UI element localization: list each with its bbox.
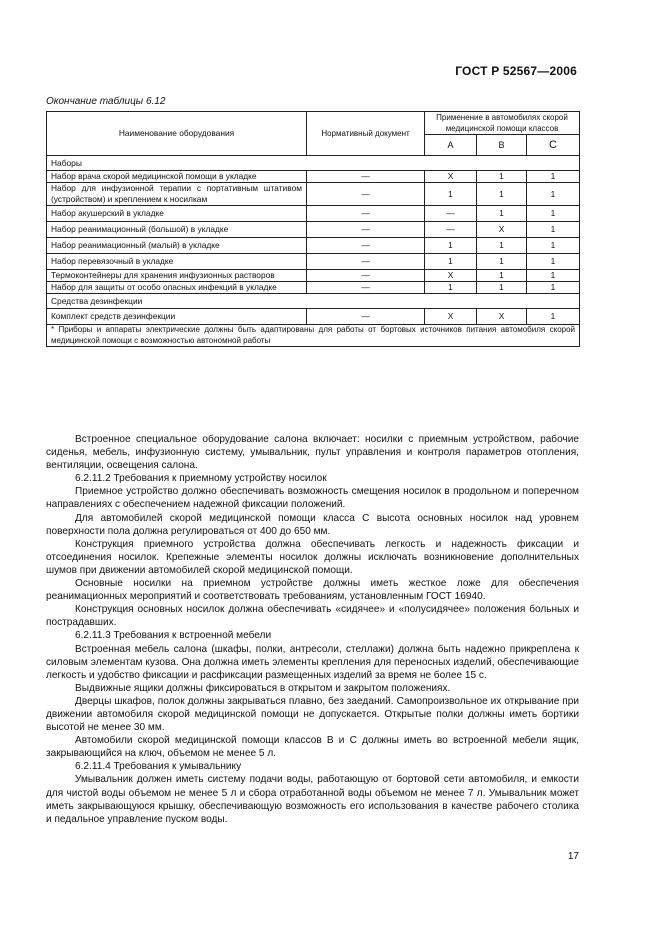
column-header-class-c: С bbox=[527, 135, 580, 156]
class-c-value: 1 bbox=[527, 206, 580, 222]
class-a-value: 1 bbox=[425, 183, 477, 206]
clause-heading: 6.2.11.2 Требования к приемному устройству носилок bbox=[75, 473, 327, 485]
paragraph: Конструкция основных носилок должна обеспечивать «сидячее» и «полусидячее» положения больных и пострадавших. bbox=[46, 604, 579, 629]
normative-doc: — bbox=[307, 238, 425, 254]
class-a-value: Х bbox=[425, 309, 477, 325]
class-b-value: Х bbox=[477, 222, 527, 238]
equipment-name: Набор для инфузионной терапии с портативным штативом (устройством) и креплением к носилкам bbox=[47, 183, 307, 206]
class-b-value: 1 bbox=[477, 238, 527, 254]
paragraph: Приемное устройство должно обеспечивать возможность смещения носилок в продольном и поперечном направлениях с обеспечением надежной фиксации положений. bbox=[46, 486, 579, 511]
paragraph: Дверцы шкафов, полок должны закрываться плавно, без заеданий. Самопроизвольное их открывание при движении автомобиля скорой медицинской помощи не допускается. Открытые полки должны иметь бортики высотой не менее 30 мм. bbox=[46, 695, 579, 734]
paragraph: Основные носилки на приемном устройстве должны иметь жесткое ложе для обеспечения реанимационных мероприятий и соответствовать требованиям, установленным ГОСТ 16940. bbox=[46, 578, 579, 603]
table-row bbox=[47, 270, 580, 282]
normative-doc: — bbox=[307, 254, 425, 270]
body-text bbox=[46, 433, 579, 826]
standard-header: ГОСТ Р 52567—2006 bbox=[455, 64, 577, 78]
table-row bbox=[47, 183, 580, 206]
equipment-name: Набор реанимационный (большой) в укладке bbox=[47, 222, 307, 238]
normative-doc: — bbox=[307, 183, 425, 206]
paragraph: Для автомобилей скорой медицинской помощи класса С высота основных носилок над уровнем поверхности пола должна регулироваться от 400 до 650 мм. bbox=[46, 512, 579, 537]
class-b-value: 1 bbox=[477, 206, 527, 222]
table-row bbox=[47, 238, 580, 254]
class-c-value: 1 bbox=[527, 254, 580, 270]
equipment-name: Набор врача скорой медицинской помощи в укладке bbox=[47, 171, 307, 183]
paragraph: Встроенная мебель салона (шкафы, полки, антресоли, стеллажи) должна быть надежно прикреплена к силовым элементам кузова. Она должна иметь элементы крепления для переносных изделий, обеспечивающие легкость и удобство фиксации и расфиксации размещенных изделий за время не более 15 с. bbox=[46, 643, 579, 681]
table-row bbox=[47, 222, 580, 238]
paragraph: Встроенное специальное оборудование салона включает: носилки с приемным устройством, рабочие сиденья, мебель, инфузионную систему, умывальник, пульт управления и контроля параметров отопления, вентиляции, освещения салона. bbox=[46, 434, 579, 472]
table-row bbox=[47, 282, 580, 294]
paragraph: Конструкция приемного устройства должна обеспечивать легкость и надежность фиксации и отсоединения носилок. Крепежные элементы носилок должны исключать возникновение дополнительных шумов при движении автомобилей скорой медицинской помощи. bbox=[46, 538, 579, 576]
page-number: 17 bbox=[567, 851, 579, 862]
class-a-value: — bbox=[425, 222, 477, 238]
class-c-value: 1 bbox=[527, 222, 580, 238]
normative-doc: — bbox=[307, 171, 425, 183]
footnote-row bbox=[47, 325, 580, 347]
class-c-value: 1 bbox=[527, 183, 580, 206]
class-c-value: 1 bbox=[527, 238, 580, 254]
class-a-value: 1 bbox=[425, 238, 477, 254]
class-c-value: 1 bbox=[527, 282, 580, 294]
equipment-name: Набор для защиты от особо опасных инфекций в укладке bbox=[47, 282, 307, 294]
class-b-value: Х bbox=[477, 309, 527, 325]
class-b-value: 1 bbox=[477, 171, 527, 183]
class-a-value: — bbox=[425, 206, 477, 222]
equipment-name: Набор акушерский в укладке bbox=[47, 206, 307, 222]
section-row bbox=[47, 156, 580, 171]
clause-heading: 6.2.11.3 Требования к встроенной мебели bbox=[75, 630, 272, 642]
section-title: Наборы bbox=[47, 156, 580, 171]
column-header-name: Наименование оборудования bbox=[47, 112, 307, 156]
class-a-value: Х bbox=[425, 270, 477, 282]
normative-doc: — bbox=[307, 282, 425, 294]
class-a-value: Х bbox=[425, 171, 477, 183]
equipment-name: Термоконтейнеры для хранения инфузионных растворов bbox=[47, 270, 307, 282]
column-header-class-b: В bbox=[477, 135, 527, 156]
column-header-class-a: А bbox=[425, 135, 477, 156]
table-footnote: * Приборы и аппараты электрические должны быть адаптированы для работы от бортовых источников питания автомобиля скорой медицинской помощи с возможностью автономной работы bbox=[47, 325, 580, 347]
paragraph: Умывальник должен иметь систему подачи воды, работающую от бортовой сети автомобиля, и емкости для чистой воды объемом не менее 5 л и сбора отработанной воды объемом не менее 7 л. Умывальник может иметь закрывающуюся крышку, обеспечивающую возможность его использования в качестве рабочего столика и педальное управление пуском воды. bbox=[46, 774, 579, 825]
table-row bbox=[47, 309, 580, 325]
column-header-doc: Нормативный документ bbox=[307, 112, 425, 156]
class-b-value: 1 bbox=[477, 254, 527, 270]
section-row bbox=[47, 294, 580, 309]
normative-doc: — bbox=[307, 206, 425, 222]
table-caption: Окончание таблицы 6.12 bbox=[46, 96, 166, 107]
table-row bbox=[47, 206, 580, 222]
table-row bbox=[47, 171, 580, 183]
normative-doc: — bbox=[307, 309, 425, 325]
class-a-value: 1 bbox=[425, 282, 477, 294]
class-b-value: 1 bbox=[477, 183, 527, 206]
clause-heading: 6.2.11.4 Требования к умывальнику bbox=[75, 761, 242, 773]
column-header-application: Применение в автомобилях скорой медицинской помощи классов bbox=[425, 112, 580, 135]
class-c-value: 1 bbox=[527, 309, 580, 325]
paragraph: Автомобили скорой медицинской помощи классов В и С должны иметь во встроенной мебели ящик, закрывающийся на ключ, объемом не менее 5 л. bbox=[46, 735, 579, 760]
equipment-name: Комплект средств дезинфекции bbox=[47, 309, 307, 325]
normative-doc: — bbox=[307, 222, 425, 238]
class-c-value: 1 bbox=[527, 270, 580, 282]
class-c-value: 1 bbox=[527, 171, 580, 183]
table-row bbox=[47, 254, 580, 270]
class-b-value: 1 bbox=[477, 282, 527, 294]
equipment-name: Набор перевязочный в укладке bbox=[47, 254, 307, 270]
class-a-value: 1 bbox=[425, 254, 477, 270]
equipment-name: Набор реанимационный (малый) в укладке bbox=[47, 238, 307, 254]
section-title: Средства дезинфекции bbox=[47, 294, 580, 309]
normative-doc: — bbox=[307, 270, 425, 282]
paragraph: Выдвижные ящики должны фиксироваться в открытом и закрытом положениях. bbox=[75, 682, 451, 694]
equipment-table bbox=[46, 111, 580, 347]
class-b-value: 1 bbox=[477, 270, 527, 282]
